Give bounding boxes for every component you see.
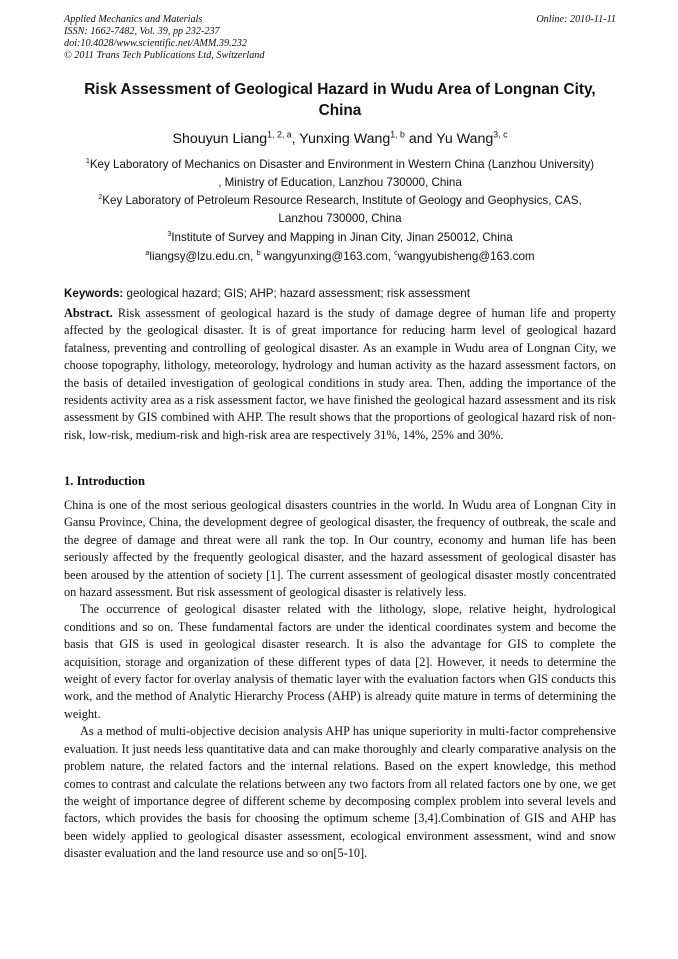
introduction-body bbox=[64, 497, 616, 863]
author-name: Shouyun Liang bbox=[172, 131, 268, 147]
paragraph: The occurrence of geological disaster related with the lithology, slope, relative height, hydrological conditions and so on. These fundamental factors are under the identical coordinates system and become the basis that GIS is used in geological disaster research. It is also the advantage for GIS to complete the acquisition, storage and organization of these different types of data [2]. However, it needs to determine the weight of every factor for overlay analysis of thematic layer with the evaluation factors when GIS conducts this work, and the method of Analytic Hierarchy Process (AHP) is already quite mature in terms of determining the weight. bbox=[64, 602, 616, 721]
affiliation-text: , Ministry of Education, Lanzhou 730000, China bbox=[218, 176, 462, 189]
email-address: liangsy@lzu.edu.cn, bbox=[149, 250, 257, 263]
online-date: Online: 2010-11-11 bbox=[536, 14, 616, 25]
author-affiliation-marker: 1, 2, a bbox=[267, 129, 292, 140]
email-marker: c bbox=[394, 248, 398, 258]
author-separator: and bbox=[404, 131, 437, 147]
affiliation-marker: 3 bbox=[167, 229, 172, 239]
author-affiliation-marker: 3, c bbox=[493, 129, 508, 140]
abstract-text: Risk assessment of geological hazard is the study of damage degree of human life and property affected by the geological disaster. It is of great importance for reducing harm level of geological hazard fatalness, preventing and controlling of geological disaster. As an example in Wudu area of Longnan City, we choose topography, lithology, meteorology, hydrology and human activity as the hazard assessment factors, on the basis of detailed investigation of geological conditions in study area. Then, adding the importance of the residents activity area as a risk assessment factor, we have finished the geological hazard assessment and its risk assessment by GIS combined with AHP. The result shows that the proportions of geological hazard risk of non-risk, low-risk, medium-risk and high-risk area are respectively 31%, 14%, 25% and 30%. bbox=[64, 306, 617, 442]
journal-header bbox=[64, 14, 616, 62]
email-address: wangyunxing@163.com, bbox=[260, 250, 395, 263]
paragraph: China is one of the most serious geological disasters countries in the world. In Wudu area of Longnan City in Gansu Province, China, the development degree of geological disaster, the frequency of outbreak, the scale and the degree of damage and threat were all rank the top. In Our country, economy and human life has been seriously affected by the frequently geological disaster, and the hazard assessment of geological disaster has been aroused by the attention of society [1]. The current assessment of geological disaster mostly concentrated on hazard assessment. But risk assessment of geological disaster is relatively less. bbox=[64, 498, 616, 600]
keywords bbox=[64, 286, 616, 302]
affiliation-marker: 1 bbox=[85, 156, 90, 166]
email-marker: b bbox=[256, 248, 261, 258]
issn-line: ISSN: 1662-7482, Vol. 39, pp 232-237 bbox=[64, 26, 220, 37]
author-name: Yu Wang bbox=[436, 131, 494, 147]
affiliation-2 bbox=[64, 192, 616, 228]
affiliation-marker: 2 bbox=[98, 192, 103, 202]
affiliation-text: Key Laboratory of Petroleum Resource Research, Institute of Geology and Geophysics, CAS, bbox=[102, 194, 582, 207]
email-address: wangyubisheng@163.com bbox=[397, 250, 535, 263]
paragraph: As a method of multi-objective decision analysis AHP has unique superiority in multi-factor comprehensive evaluation. It just needs less quantitative data and can make thoroughly and clearly comparative analysis on the problem nature, the related factors and the internal relations. Based on the expert knowledge, this method comes to contrast and calculate the relations between any two factors from all related factors one by one, we get the weight of importance degree of different scheme by decomposing complex problem into several levels and factors, which provides the basis for choosing the optimum scheme [3,4].Combination of GIS and AHP has been widely applied to geological disaster assessment, ecological environment assessment, wind and snow disaster evaluation and the land resource use and so on[5-10]. bbox=[64, 724, 616, 861]
affiliation-text: Key Laboratory of Mechanics on Disaster and Environment in Western China (Lanzhou University) bbox=[89, 158, 595, 171]
author-separator: , bbox=[291, 131, 300, 147]
journal-name: Applied Mechanics and Materials bbox=[64, 14, 203, 25]
keywords-text: geological hazard; GIS; AHP; hazard assessment; risk assessment bbox=[123, 287, 470, 300]
doi-line: doi:10.4028/www.scientific.net/AMM.39.232 bbox=[64, 38, 247, 49]
keywords-label: Keywords: bbox=[64, 287, 124, 300]
affiliation-text: Lanzhou 730000, China bbox=[278, 212, 402, 225]
affiliation-3 bbox=[64, 229, 616, 247]
author-affiliation-marker: 1, b bbox=[390, 129, 405, 140]
author-emails bbox=[64, 248, 616, 266]
author-name: Yunxing Wang bbox=[299, 131, 391, 147]
section-heading-introduction: 1. Introduction bbox=[64, 474, 145, 488]
affiliation-1 bbox=[64, 156, 616, 192]
author-list bbox=[64, 130, 616, 148]
paper-title bbox=[64, 79, 616, 121]
copyright-line: © 2011 Trans Tech Publications Ltd, Switzerland bbox=[64, 50, 265, 61]
abstract-label: Abstract. bbox=[64, 306, 113, 320]
title-line-2: China bbox=[318, 102, 362, 119]
title-line-1: Risk Assessment of Geological Hazard in Wudu Area of Longnan City, bbox=[84, 81, 596, 98]
abstract bbox=[64, 305, 616, 444]
email-marker: a bbox=[145, 248, 150, 258]
affiliation-text: Institute of Survey and Mapping in Jinan City, Jinan 250012, China bbox=[171, 231, 513, 244]
